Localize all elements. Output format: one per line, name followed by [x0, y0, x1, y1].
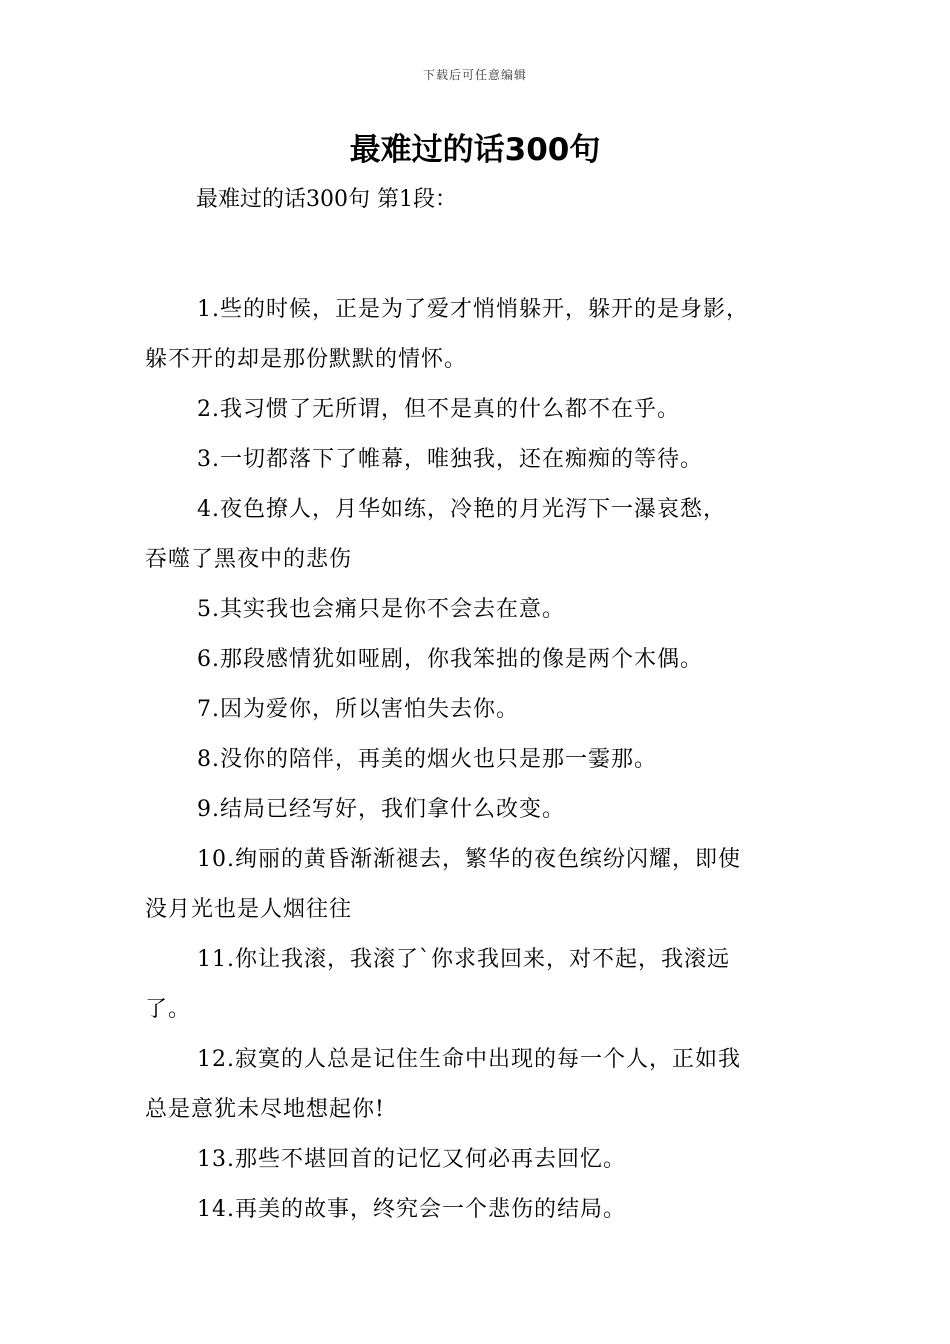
list-item: [145, 285, 825, 385]
list-item-line: 4.夜色撩人，月华如练，冷艳的月光泻下一瀑哀愁，: [197, 497, 726, 522]
list-item: [145, 1185, 825, 1235]
list-item: [145, 785, 825, 835]
list-item-line: 1.些的时候，正是为了爱才悄悄躲开，躲开的是身影，: [197, 297, 749, 322]
list-item: [145, 485, 825, 585]
quote-list: [145, 285, 825, 1235]
list-item-line: 了。: [145, 997, 192, 1022]
list-item-line: 13.那些不堪回首的记忆又何必再去回忆。: [197, 1147, 626, 1172]
list-item-line: 5.其实我也会痛只是你不会去在意。: [197, 597, 565, 622]
list-item: [145, 385, 825, 435]
list-item: [145, 585, 825, 635]
list-item-line: 14.再美的故事，终究会一个悲伤的结局。: [197, 1197, 626, 1222]
list-item-line: 9.结局已经写好，我们拿什么改变。: [197, 797, 565, 822]
list-item: [145, 735, 825, 785]
header-note: 下载后可任意编辑: [422, 68, 527, 82]
list-item: [145, 1035, 825, 1135]
list-item-line: 7.因为爱你，所以害怕失去你。: [197, 697, 519, 722]
list-item: [145, 635, 825, 685]
list-item-line: 总是意犹未尽地想起你!: [145, 1097, 385, 1122]
list-item: [145, 1135, 825, 1185]
list-item-line: 10.绚丽的黄昏渐渐褪去，繁华的夜色缤纷闪耀，即使: [197, 847, 741, 872]
list-item-line: 11.你让我滚，我滚了`你求我回来，对不起，我滚远: [197, 947, 730, 972]
list-item: [145, 685, 825, 735]
list-item: [145, 935, 825, 1035]
list-item: [145, 435, 825, 485]
list-item: [145, 835, 825, 935]
document-title: 最难过的话300句: [349, 132, 601, 168]
list-item-line: 8.没你的陪伴，再美的烟火也只是那一霎那。: [197, 747, 657, 772]
list-item-line: 2.我习惯了无所谓，但不是真的什么都不在乎。: [197, 397, 680, 422]
list-item-line: 躲不开的却是那份默默的情怀。: [145, 347, 468, 372]
list-item-line: 3.一切都落下了帷幕，唯独我，还在痴痴的等待。: [197, 447, 703, 472]
list-item-line: 12.寂寞的人总是记住生命中出现的每一个人，正如我: [197, 1047, 741, 1072]
section-heading: 最难过的话300句 第1段：: [196, 187, 457, 212]
list-item-line: 没月光也是人烟往往: [145, 897, 353, 922]
list-item-line: 吞噬了黑夜中的悲伤: [145, 547, 353, 572]
list-item-line: 6.那段感情犹如哑剧，你我笨拙的像是两个木偶。: [197, 647, 703, 672]
